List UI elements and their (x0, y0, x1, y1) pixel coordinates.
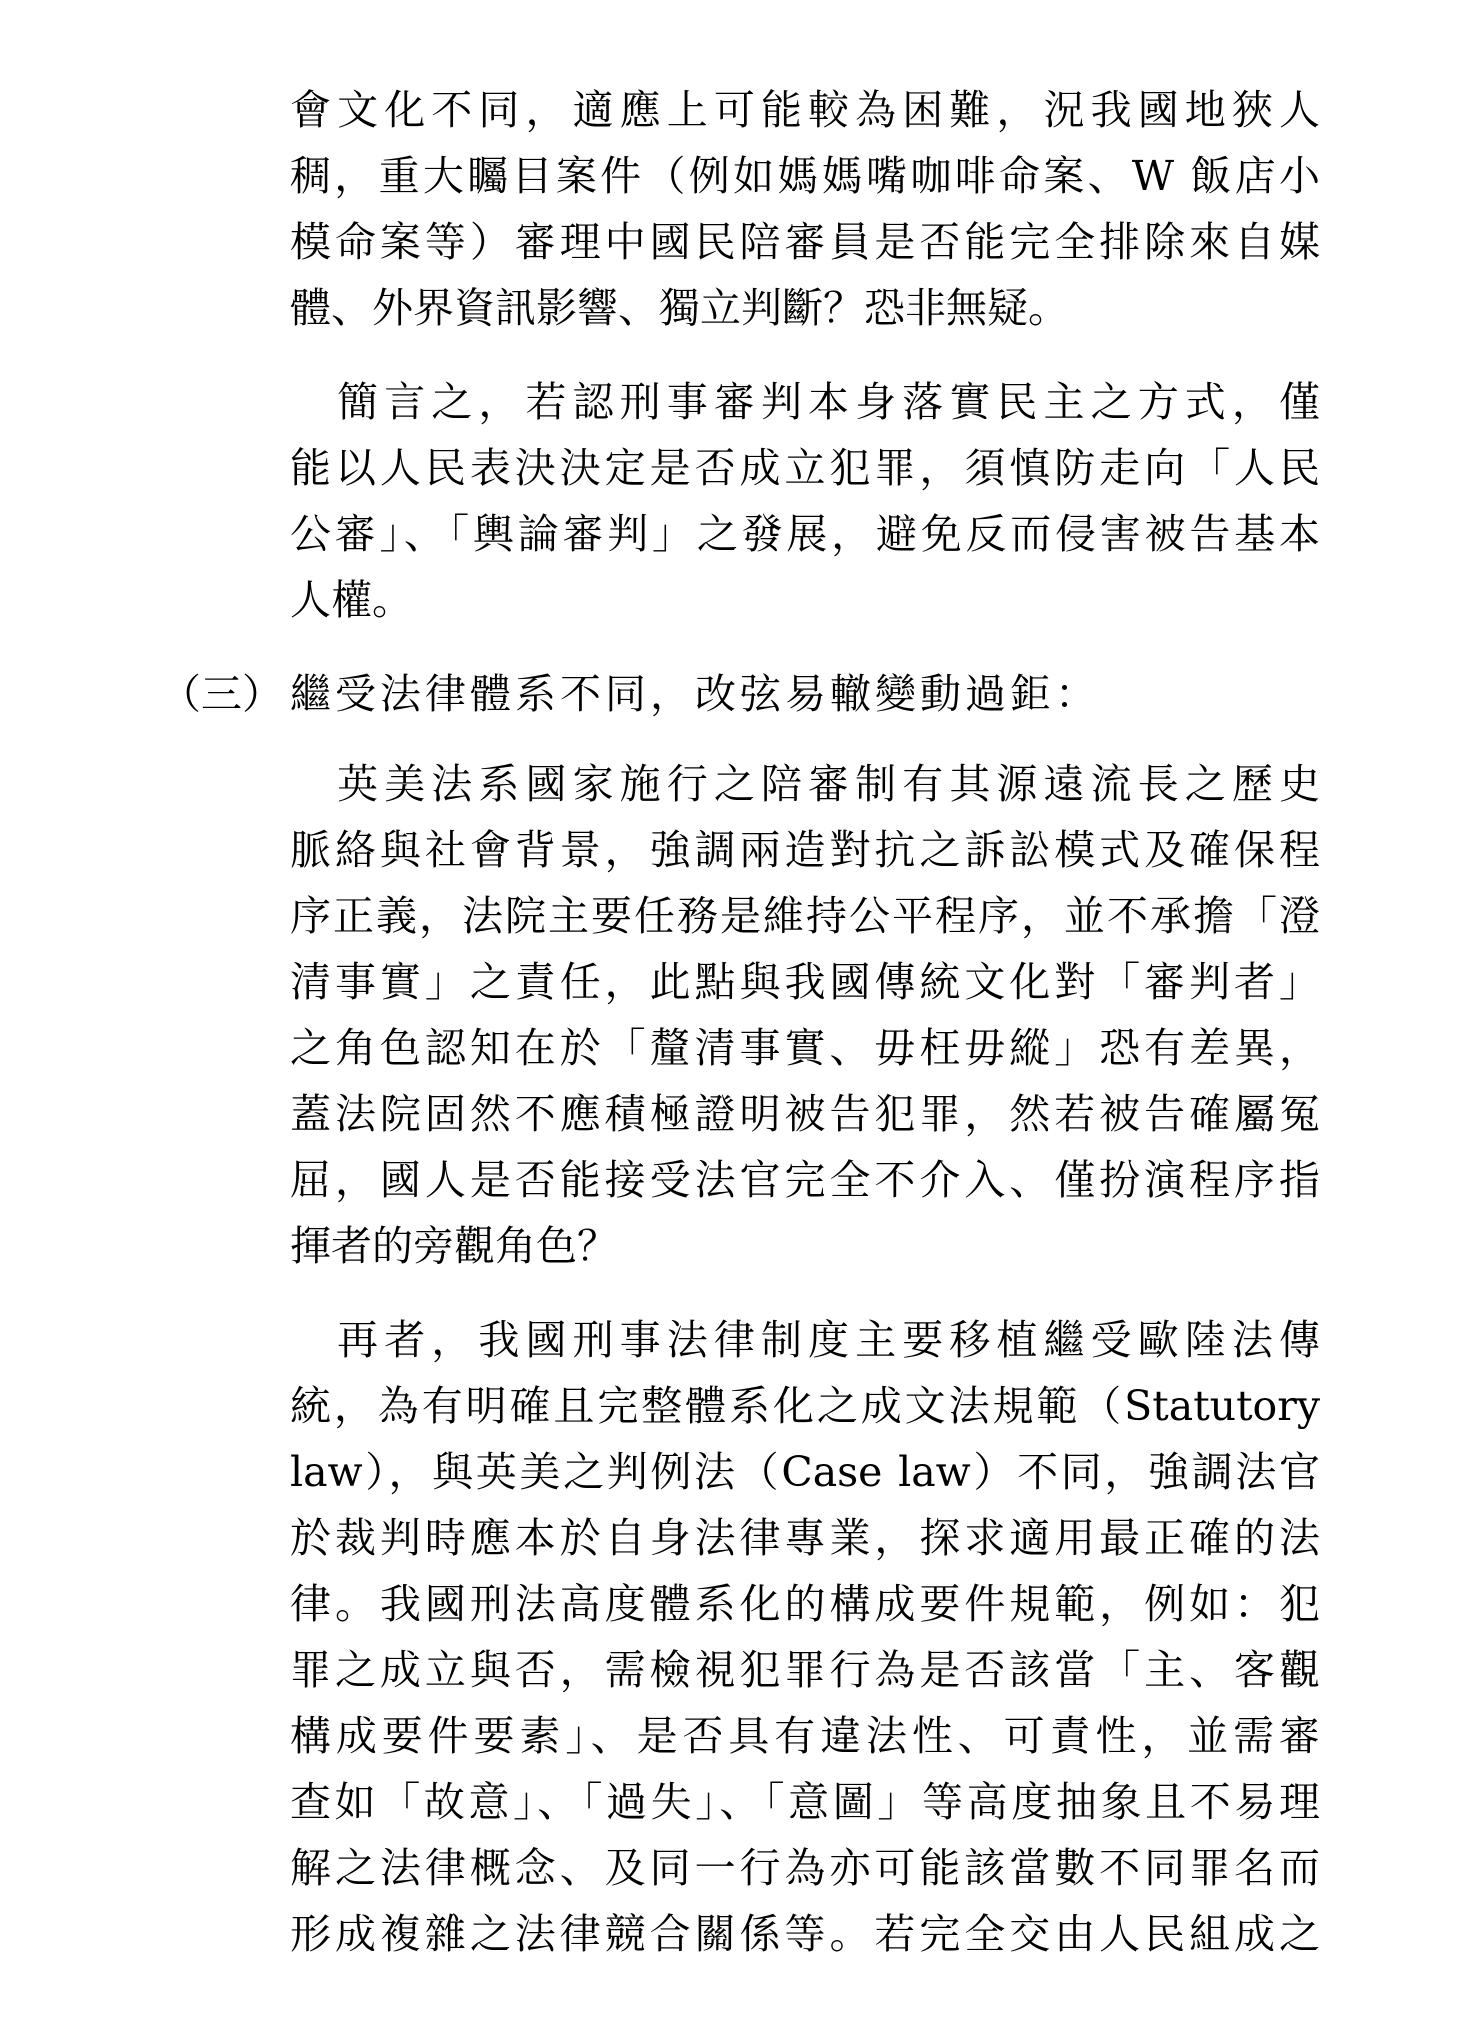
paragraph-3-line-2: 脈絡與社會背景，強調兩造對抗之訴訟模式及確保程 (290, 826, 1320, 874)
paragraph-4-line-3: law），與英美之判例法（Case law）不同，強調法官 (290, 1448, 1320, 1496)
paragraph-4-line-1: 再者，我國刑事法律制度主要移植繼受歐陸法傳 (290, 1316, 1320, 1364)
paragraph-2-line-1: 簡言之，若認刑事審判本身落實民主之方式，僅 (290, 378, 1320, 426)
paragraph-4-line-9: 解之法律概念、及同一行為亦可能該當數不同罪名而 (290, 1844, 1320, 1892)
paragraph-3-line-7: 屈，國人是否能接受法官完全不介入、僅扮演程序指 (290, 1156, 1320, 1204)
paragraph-1-line-3: 模命案等）審理中國民陪審員是否能完全排除來自媒 (290, 218, 1320, 266)
paragraph-4-line-6: 罪之成立與否，需檢視犯罪行為是否該當「主、客觀 (290, 1646, 1320, 1694)
paragraph-4-line-7: 構成要件要素」、是否具有違法性、可責性，並需審 (290, 1712, 1320, 1760)
paragraph-3-line-3: 序正義，法院主要任務是維持公平程序，並不承擔「澄 (290, 892, 1320, 940)
paragraph-3-line-6: 蓋法院固然不應積極證明被告犯罪，然若被告確屬冤 (290, 1090, 1320, 1138)
paragraph-2-line-2: 能以人民表決決定是否成立犯罪，須慎防走向「人民 (290, 444, 1320, 492)
paragraph-3-line-4: 清事實」之責任，此點與我國傳統文化對「審判者」 (290, 958, 1320, 1006)
paragraph-4-line-2: 統，為有明確且完整體系化之成文法規範（Statutory (290, 1382, 1320, 1430)
paragraph-3-line-5: 之角色認知在於「釐清事實、毋枉毋縱」恐有差異， (290, 1024, 1320, 1072)
paragraph-3-line-1: 英美法系國家施行之陪審制有其源遠流長之歷史 (290, 760, 1320, 808)
paragraph-1-line-2: 稠，重大矚目案件（例如媽媽嘴咖啡命案、W 飯店小 (290, 152, 1320, 200)
paragraph-1-line-4: 體、外界資訊影響、獨立判斷？恐非無疑。 (290, 284, 1069, 332)
paragraph-4-line-5: 律。我國刑法高度體系化的構成要件規範，例如：犯 (290, 1580, 1320, 1628)
section-3-label: （三） (160, 670, 283, 718)
section-3-title: 繼受法律體系不同，改弦易轍變動過鉅： (290, 670, 1100, 718)
paragraph-4-line-4: 於裁判時應本於自身法律專業，探求適用最正確的法 (290, 1514, 1320, 1562)
paragraph-1-line-1: 會文化不同，適應上可能較為困難，況我國地狹人 (290, 86, 1320, 134)
paragraph-4-line-8: 查如「故意」、「過失」、「意圖」等高度抽象且不易理 (290, 1778, 1320, 1826)
paragraph-3-line-8: 揮者的旁觀角色？ (290, 1222, 618, 1270)
paragraph-4-line-10: 形成複雜之法律競合關係等。若完全交由人民組成之 (290, 1910, 1320, 1958)
paragraph-2-line-3: 公審」、「輿論審判」之發展，避免反而侵害被告基本 (290, 510, 1320, 558)
paragraph-2-line-4: 人權。 (290, 576, 413, 624)
